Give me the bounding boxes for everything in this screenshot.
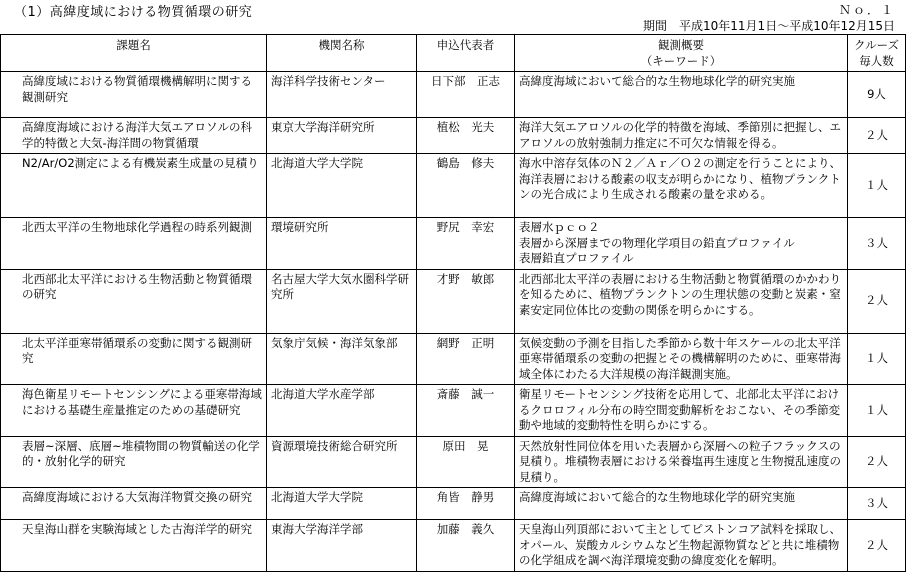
summary-cell: 表層水ｐｃｏ２ 表層から深層までの物理化学項目の鉛直プロファイル 表層鉛直プロファイル (515, 218, 848, 270)
organization-cell: 名古屋大学大気水圏科学研究所 (267, 269, 417, 333)
topic-text: N2/Ar/O2測定による有機炭素生成量の見積り (22, 156, 259, 170)
topic-text: 高緯度域における物質循環機構解明に関する観測研究 (22, 74, 252, 104)
crew-cell: ２人 (848, 436, 906, 488)
representative-cell: 鶴島 修夫 (417, 154, 515, 218)
summary-cell: 海洋大気エアロソルの化学的特徴を海域、季節別に把握し、エアロソルの放射強制力推定に不可欠な情報を得る。 (515, 118, 848, 154)
topic-cell (1, 218, 267, 270)
topic-cell (1, 154, 267, 218)
topic-text: 海色衛星リモートセンシングによる亜寒帯海域における基礎生産量推定のための基礎研究 (22, 387, 262, 417)
organization-cell: 北海道大学大学院 (267, 154, 417, 218)
row-number (5, 272, 22, 288)
organization-cell: 気象庁気候・海洋気象部 (267, 333, 417, 385)
crew-cell: ２人 (848, 269, 906, 333)
representative-cell: 日下部 正志 (417, 72, 515, 118)
row-number (5, 490, 22, 506)
column-header-crew: クルーズ 毎人数 (848, 35, 906, 72)
column-header-representative: 申込代表者 (417, 35, 515, 72)
topic-text: 表層~深層、底層~堆積物間の物質輸送の化学的・放射化学的研究 (22, 438, 260, 468)
table-row (1, 333, 906, 385)
summary-cell: 衛星リモートセンシング技術を応用して、北部北太平洋におけるクロロフィル分布の時空間変動解析をおこない、その季節変動や地域的変動特性を明らかにする。 (515, 385, 848, 437)
column-header-topic: 課題名 (1, 35, 267, 72)
summary-cell: 気候変動の予測を目指した季節から数十年スケールの北太平洋亜寒帯循環系の変動の把握とその機構解明のために、亜寒帯海域全体にわたる大洋規模の海洋観測実施。 (515, 333, 848, 385)
summary-cell: 北西部北太平洋の表層における生物活動と物質循環のかかわりを知るために、植物プランクトンの生理状態の変動と炭素・窒素安定同位体比の変動の関係を明らかにする。 (515, 269, 848, 333)
organization-cell: 環境研究所 (267, 218, 417, 270)
row-number (5, 220, 22, 236)
row-number (5, 120, 22, 136)
topic-cell (1, 269, 267, 333)
research-table (0, 34, 906, 572)
table-row (1, 488, 906, 520)
topic-text: 高緯度海域における大気海洋物質交換の研究 (22, 490, 252, 504)
row-number (5, 74, 22, 90)
column-header-summary: 観測概要 （キーワード） (515, 35, 848, 72)
row-number (5, 439, 22, 455)
representative-cell: 網野 正明 (417, 333, 515, 385)
organization-cell: 海洋科学技術センター (267, 72, 417, 118)
crew-cell: １人 (848, 154, 906, 218)
topic-text: 北西部北太平洋における生物活動と物質循環の研究 (22, 271, 252, 301)
row-number (5, 522, 22, 538)
crew-cell: ２人 (848, 118, 906, 154)
topic-cell (1, 385, 267, 437)
page-title: （1）高緯度域における物質循環の研究 (14, 5, 253, 20)
topic-cell (1, 436, 267, 488)
table-row (1, 520, 906, 572)
representative-cell: 原田 晃 (417, 436, 515, 488)
topic-text: 北西太平洋の生物地球化学過程の時系列観測 (22, 220, 252, 234)
crew-cell: １人 (848, 333, 906, 385)
table-row (1, 118, 906, 154)
topic-cell (1, 72, 267, 118)
table-row (1, 154, 906, 218)
period-label: 期間 平成10年11月1日～平成10年12月15日 (643, 19, 895, 33)
table-row (1, 436, 906, 488)
summary-cell: 海水中溶存気体のＮ２／Ａｒ／Ｏ２の測定を行うことにより、海洋表層における酸素の収支が明らかになり、植物プランクトンの光合成により生成される酸素の量を求める。 (515, 154, 848, 218)
organization-cell: 北海道大学水産学部 (267, 385, 417, 437)
summary-cell: 高緯度海域において総合的な生物地球化学的研究実施 (515, 488, 848, 520)
table-row (1, 218, 906, 270)
representative-cell: 斎藤 誠一 (417, 385, 515, 437)
representative-cell: 加藤 義久 (417, 520, 515, 572)
crew-cell: ３人 (848, 218, 906, 270)
crew-cell: １人 (848, 385, 906, 437)
table-row (1, 72, 906, 118)
organization-cell: 北海道大学大学院 (267, 488, 417, 520)
document-number: Ｎｏ．１ (838, 3, 895, 17)
representative-cell: 才野 敏郎 (417, 269, 515, 333)
summary-cell: 天然放射性同位体を用いた表層から深層への粒子フラックスの見積り。堆積物表層における栄養塩再生速度と生物撹乱速度の見積り。 (515, 436, 848, 488)
table-header-row (1, 35, 906, 72)
organization-cell: 資源環境技術総合研究所 (267, 436, 417, 488)
row-number (5, 156, 22, 172)
row-number (5, 387, 22, 403)
topic-cell (1, 488, 267, 520)
topic-text: 天皇海山群を実験海域とした古海洋学的研究 (22, 522, 252, 536)
representative-cell: 植松 光夫 (417, 118, 515, 154)
column-header-organization: 機関名称 (267, 35, 417, 72)
topic-cell (1, 118, 267, 154)
topic-cell (1, 333, 267, 385)
organization-cell: 東京大学海洋研究所 (267, 118, 417, 154)
organization-cell: 東海大学海洋学部 (267, 520, 417, 572)
crew-cell: 9人 (848, 72, 906, 118)
row-number (5, 336, 22, 352)
crew-cell: ３人 (848, 488, 906, 520)
summary-cell: 天皇海山列頂部において主としてピストンコア試料を採取し、オパール、炭酸カルシウムなど生物起源物質などと共に堆積物の化学組成を調べ海洋環境変動の緯度変化を解明。 (515, 520, 848, 572)
crew-cell: ２人 (848, 520, 906, 572)
topic-text: 北太平洋亜寒帯循環系の変動に関する観測研究 (22, 335, 252, 365)
representative-cell: 角皆 静男 (417, 488, 515, 520)
topic-cell (1, 520, 267, 572)
topic-text: 高緯度海域における海洋大気エアロソルの科学的特徴と大気-海洋間の物質循環 (22, 120, 252, 150)
table-row (1, 269, 906, 333)
representative-cell: 野尻 幸宏 (417, 218, 515, 270)
summary-cell: 高緯度海域において総合的な生物地球化学的研究実施 (515, 72, 848, 118)
table-row (1, 385, 906, 437)
